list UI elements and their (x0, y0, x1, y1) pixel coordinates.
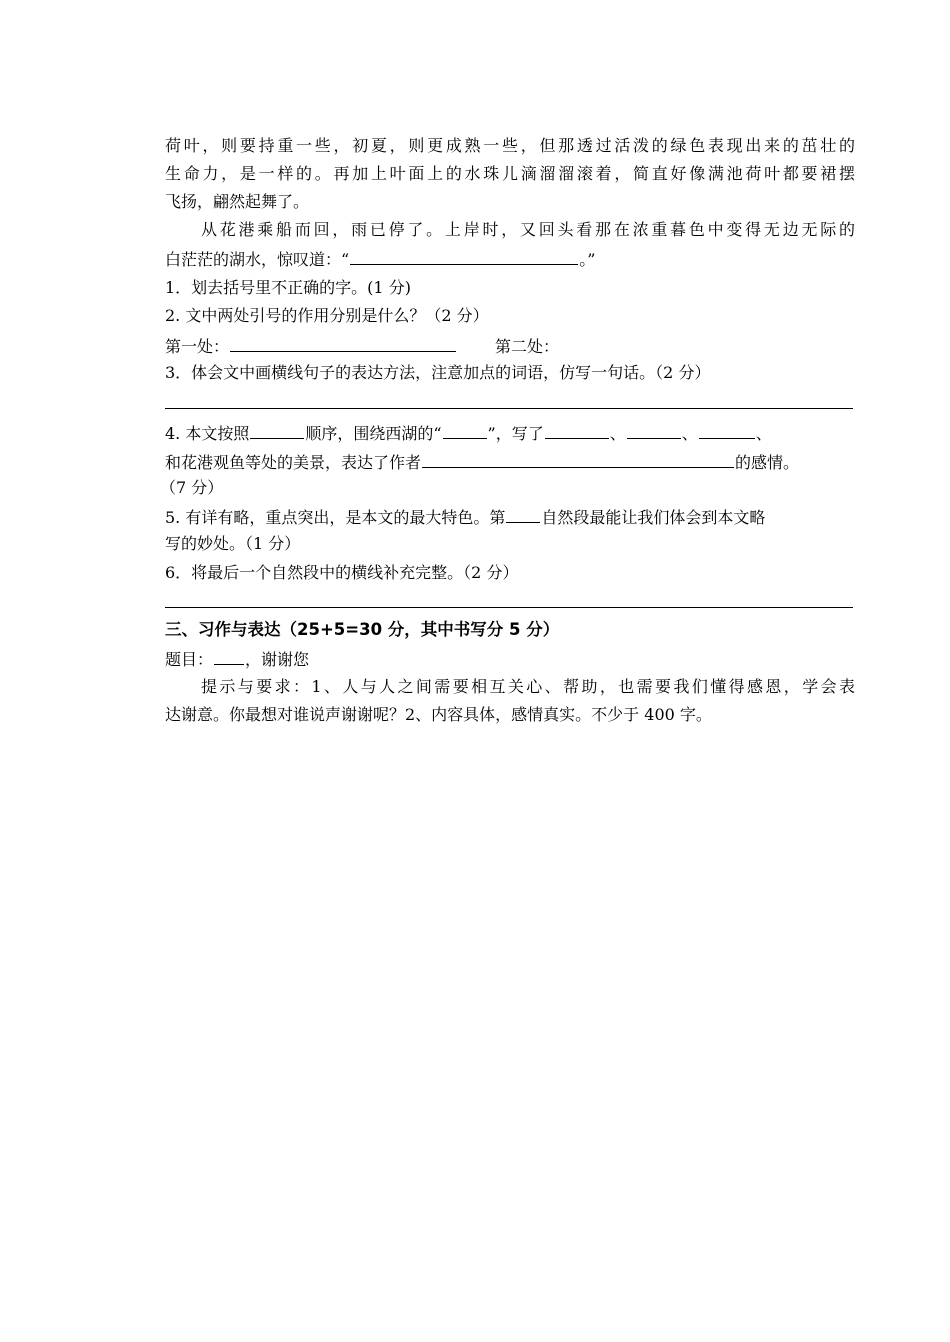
q4-text-c: ”，写了 (487, 424, 544, 443)
q4-theme-blank[interactable] (443, 422, 487, 439)
topic-blank[interactable] (214, 648, 244, 665)
question-4-line-2 (165, 451, 855, 473)
passage-line-5-end: 。” (579, 250, 596, 269)
q4-order-blank[interactable] (250, 422, 304, 439)
q5-text-b: 自然段最能让我们体会到本文略 (541, 508, 766, 527)
question-5-line-1 (165, 506, 855, 528)
question-6: 6．将最后一个自然段中的横线补充完整。（2 分） (165, 563, 519, 582)
section-3-heading: 三、习作与表达（25+5=30 分，其中书写分 5 分） (165, 620, 560, 639)
exclamation-answer-blank[interactable] (350, 248, 578, 265)
q4-scene-blank-3[interactable] (699, 422, 755, 439)
question-4-score: （7 分） (160, 478, 224, 497)
requirements-line-2: 达谢意。你最想对谁说声谢谢呢？2、内容具体，感情真实。不少于 400 字。 (165, 705, 712, 724)
q4-scene-blank-1[interactable] (545, 422, 609, 439)
q2-first-label: 第一处： (165, 337, 230, 356)
passage-line-1: 荷叶，则要持重一些，初夏，则更成熟一些，但那透过活泼的绿色表现出来的茁壮的 (165, 136, 855, 155)
requirements-line-1: 提示与要求：1、人与人之间需要相互关心、帮助，也需要我们懂得感恩，学会表 (201, 677, 855, 696)
question-3: 3．体会文中画横线句子的表达方法，注意加点的词语，仿写一句话。（2 分） (165, 363, 711, 382)
question-4-line-1 (165, 422, 855, 444)
question-1: 1．划去括号里不正确的字。(1 分) (165, 278, 411, 297)
passage-line-3: 飞扬，翩然起舞了。 (165, 192, 310, 211)
composition-topic (165, 648, 855, 670)
q4-text-a: 4. 本文按照 (165, 424, 250, 443)
q4-feeling-blank[interactable] (422, 451, 734, 468)
question-2-answers (165, 335, 855, 357)
q4-sep-2: 、 (681, 424, 698, 443)
q4-text-d: 和花港观鱼等处的美景，表达了作者 (165, 453, 422, 472)
passage-line-5 (165, 248, 855, 270)
q4-scene-blank-2[interactable] (627, 422, 681, 439)
q6-answer-line[interactable] (165, 607, 853, 608)
q4-sep-3: 、 (755, 424, 772, 443)
q2-first-answer-blank[interactable] (230, 335, 456, 352)
q4-sep-1: 、 (609, 424, 626, 443)
passage-line-2: 生命力，是一样的。再加上叶面上的水珠儿滴溜溜滚着，简直好像满池荷叶都要裙摆 (165, 164, 855, 183)
q3-answer-line[interactable] (165, 408, 853, 409)
question-2: 2. 文中两处引号的作用分别是什么？（2 分） (165, 306, 489, 325)
question-5-line-2: 写的妙处。（1 分） (165, 534, 301, 553)
q4-text-e: 的感情。 (735, 453, 800, 472)
q5-text-a: 5. 有详有略，重点突出，是本文的最大特色。第 (165, 508, 506, 527)
q5-paragraph-blank[interactable] (506, 506, 540, 523)
topic-label: 题目： (165, 650, 214, 669)
q4-text-b: 顺序，围绕西湖的“ (305, 424, 442, 443)
topic-text: ，谢谢您 (245, 650, 310, 669)
passage-line-5-text: 白茫茫的湖水，惊叹道：“ (165, 250, 350, 269)
passage-line-4: 从花港乘船而回，雨已停了。上岸时，又回头看那在浓重暮色中变得无边无际的 (201, 220, 855, 239)
q2-second-label: 第二处： (495, 337, 560, 356)
